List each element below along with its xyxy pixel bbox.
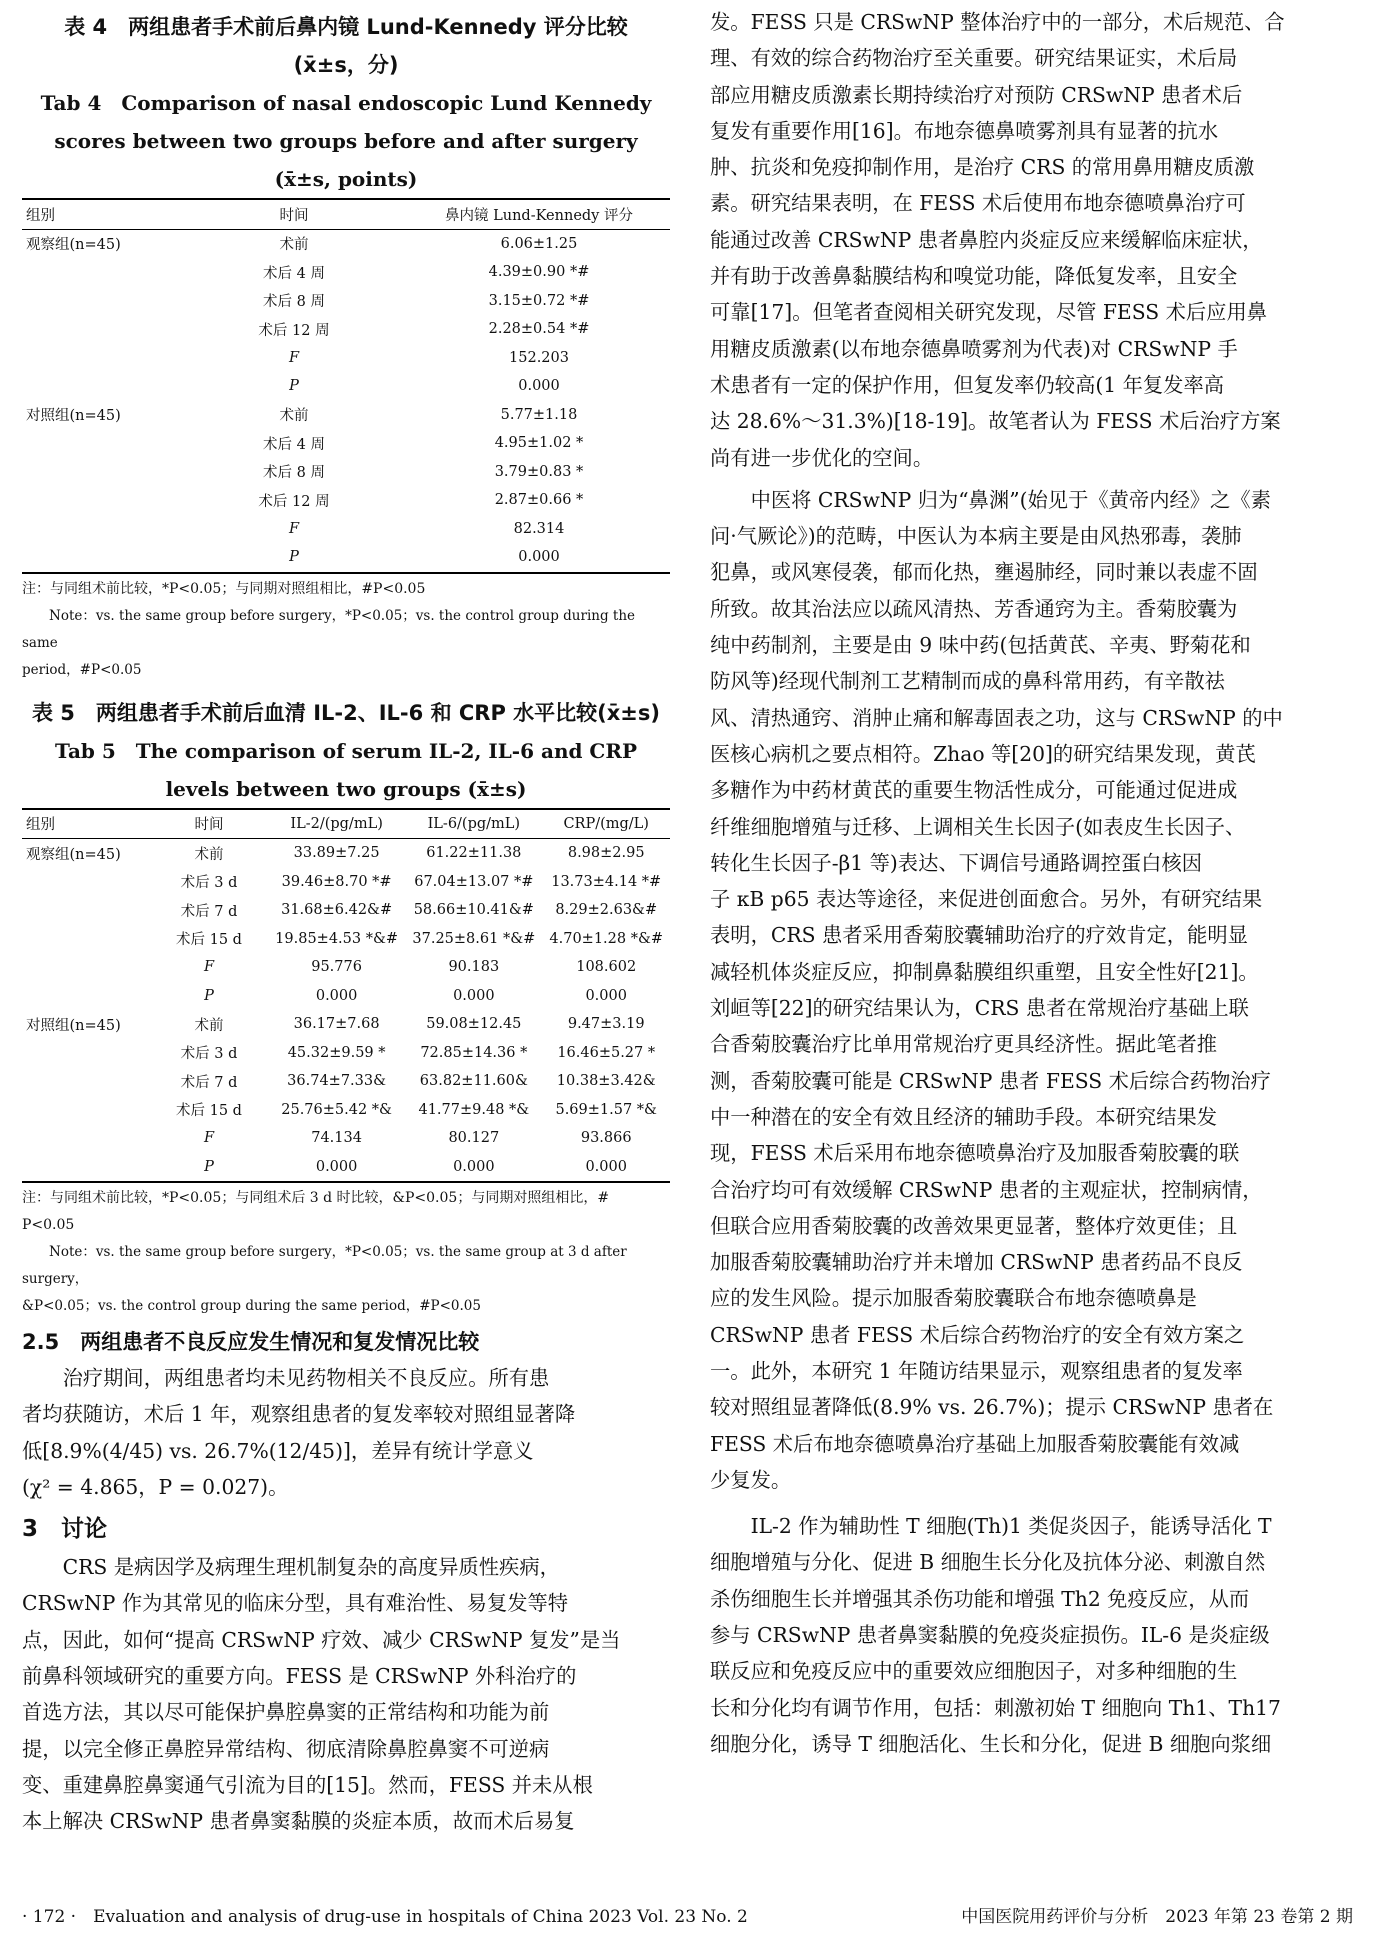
table5-row [22, 1067, 670, 1096]
table5-cell: 108.602 [576, 959, 637, 976]
table5-cell: 术前 [194, 846, 224, 863]
table5-cell [22, 1039, 150, 1068]
table4-row [22, 258, 670, 287]
text-line: 合香菊胶囊治疗比单用常规治疗更具经济性。据此笔者推 [710, 1032, 1218, 1057]
table4-cell: 术前 [279, 237, 309, 254]
section-2-5-heading: 2.5 两组患者不良反应发生情况和复发情况比较 [22, 1330, 480, 1354]
table4 [22, 198, 670, 574]
table5-cell: 10.38±3.42& [556, 1073, 656, 1090]
text-line: 转化生长因子-β1 等)表达、下调信号通路调控蛋白核因 [710, 850, 1203, 875]
table4-cell [22, 458, 180, 487]
table5-cell: 0.000 [268, 1153, 405, 1183]
table4-row [22, 429, 670, 458]
table5-row [22, 896, 670, 925]
table5-cell: 5.69±1.57 *& [555, 1101, 657, 1118]
text-line: 中一种潜在的安全有效且经济的辅助手段。本研究结果发 [710, 1104, 1218, 1129]
table5-cell: 术后 15 d [176, 932, 242, 949]
table5-cell: 36.74±7.33& [287, 1073, 387, 1090]
table4-row [22, 372, 670, 401]
table4-cell: 0.000 [518, 378, 560, 395]
table5-cell [22, 982, 150, 1011]
table5-caption-en: Tab 5 The comparison of serum IL-2, IL-6 and CRP [54, 738, 638, 763]
text-line: 测，香菊胶囊可能是 CRSwNP 患者 FESS 术后综合药物治疗 [710, 1068, 1271, 1093]
text-line: 治疗期间，两组患者均未见药物相关不良反应。所有患 [22, 1366, 550, 1390]
text-line: 点，因此，如何“提高 CRSwNP 疗效、减少 CRSwNP 复发”是当 [22, 1627, 621, 1652]
table5-header-group: 组别 [22, 809, 150, 839]
text-line: 刘峘等[22]的研究结果认为，CRS 患者在常规治疗基础上联 [710, 996, 1249, 1021]
table5-cell: 61.22±11.38 [426, 845, 522, 862]
table4-caption-zh: 表 4 两组患者手术前后鼻内镜 Lund-Kennedy 评分比较 [64, 15, 628, 39]
table4-cell: P [289, 378, 299, 395]
table5-row [22, 982, 670, 1011]
table4-cell [22, 429, 180, 458]
text-line: 能通过改善 CRSwNP 患者鼻腔内炎症反应来缓解临床症状， [710, 227, 1263, 252]
table5-note-zh: 注：与同组术前比较，*P<0.05；与同组术后 3 d 时比较，&P<0.05；与同期对照组相比，# [22, 1190, 610, 1206]
table4-cell: 3.79±0.83 * [494, 463, 584, 480]
right-paragraph-1 [710, 4, 1360, 476]
text-line: 变、重建鼻腔鼻窦通气引流为目的[15]。然而，FESS 并未从根 [22, 1772, 593, 1797]
table5-note-en-2: &P<0.05；vs. the control group during the same period，#P<0.05 [22, 1298, 481, 1314]
text-line: 问·气厥论》)的范畴，中医认为本病主要是由风热邪毒，袭肺 [710, 524, 1242, 549]
table5-header-crp: CRP/(mg/L) [542, 809, 670, 839]
table5-cell: F [203, 959, 215, 976]
right-paragraph-2 [710, 482, 1360, 1498]
table5-header-time: 时间 [150, 809, 268, 839]
table4-cell: 术后 8 周 [263, 294, 325, 311]
text-line: 但联合应用香菊胶囊的改善效果更显著，整体疗效更佳；且 [710, 1213, 1238, 1238]
table4-cell: 0.000 [408, 543, 670, 573]
table5-cell: 术后 15 d [176, 1103, 242, 1120]
table4-cell [22, 287, 180, 316]
table4-row [22, 486, 670, 515]
table4-caption-zh-unit: (x̄±s，分) [293, 53, 399, 77]
table5-cell: 0.000 [453, 987, 495, 1004]
table4-row [22, 515, 670, 544]
table5-cell: 术后 7 d [180, 1074, 238, 1091]
table4-cell [22, 344, 180, 373]
table4-header-score: 鼻内镜 Lund-Kennedy 评分 [408, 199, 670, 229]
table5-cell: 16.46±5.27 * [557, 1044, 656, 1061]
text-line: 表明，CRS 患者采用香菊胶囊辅助治疗的疗效肯定，能明显 [710, 923, 1248, 948]
table5-cell: 术后 3 d [180, 1046, 238, 1063]
table4-header-time: 时间 [180, 199, 408, 229]
table5-header-il2: IL-2/(pg/mL) [268, 809, 405, 839]
table5-cell: 93.866 [580, 1130, 632, 1147]
table4-cell: 5.77±1.18 [500, 406, 578, 423]
table5-cell: 72.85±14.36 * [420, 1044, 528, 1061]
text-line: 部应用糖皮质激素长期持续治疗对预防 CRSwNP 患者术后 [710, 82, 1243, 107]
table4-caption-en-2: scores between two groups before and after surgery [54, 129, 638, 153]
table4-cell: 术后 4 周 [263, 265, 325, 282]
table5-note-zh-2: P<0.05 [22, 1217, 75, 1233]
text-line: 素。研究结果表明，在 FESS 术后使用布地奈德喷鼻治疗可 [710, 191, 1246, 216]
table5-cell: 31.68±6.42&# [281, 902, 393, 919]
text-line: 合治疗均可有效缓解 CRSwNP 患者的主观症状，控制病情， [710, 1177, 1263, 1202]
text-line: CRS 是病因学及病理生理机制复杂的高度异质性疾病， [22, 1555, 560, 1580]
section-2-5-body [22, 1360, 670, 1505]
text-line: 前鼻科领域研究的重要方向。FESS 是 CRSwNP 外科治疗的 [22, 1664, 577, 1689]
table5-row [22, 1096, 670, 1125]
table5-cell: 45.32±9.59 * [287, 1044, 386, 1061]
table5-cell: 39.46±8.70 *# [281, 873, 392, 890]
table4-header-group: 组别 [22, 199, 180, 229]
text-line: 多糖作为中药材黄芪的重要生物活性成分，可能通过促进成 [710, 778, 1238, 803]
table4-cell [22, 515, 180, 544]
text-line: 现，FESS 术后采用布地奈德喷鼻治疗及加服香菊胶囊的联 [710, 1141, 1240, 1166]
table5-cell: 74.134 [311, 1130, 362, 1147]
table5-cell: 58.66±10.41&# [413, 902, 534, 919]
text-line: 一。此外，本研究 1 年随访结果显示，观察组患者的复发率 [710, 1358, 1243, 1383]
table4-cell: 术后 12 周 [258, 322, 330, 339]
table5-row [22, 1124, 670, 1153]
table4-row [22, 543, 670, 573]
text-line: 发。FESS 只是 CRSwNP 整体治疗中的一部分，术后规范、合 [710, 10, 1285, 34]
text-line: 纯中药制剂，主要是由 9 味中药(包括黄芪、辛夷、野菊花和 [710, 633, 1251, 658]
table5-cell: P [150, 1153, 268, 1183]
table5-cell: 术后 3 d [180, 875, 238, 892]
text-line: 达 28.6%～31.3%)[18-19]。故笔者认为 FESS 术后治疗方案 [710, 409, 1281, 434]
section-3-heading: 3 讨论 [22, 1516, 108, 1543]
table5-cell [22, 1096, 150, 1125]
text-line: 医核心病机之要点相符。Zhao 等[20]的研究结果发现，黄芪 [710, 741, 1256, 766]
table4-cell [22, 372, 180, 401]
table5-cell: 4.70±1.28 *&# [549, 930, 664, 947]
table5-cell: 67.04±13.07 *# [414, 873, 534, 890]
left-column [22, 0, 670, 1840]
text-line: 肿、抗炎和免疫抑制作用，是治疗 CRS 的常用鼻用糖皮质激 [710, 155, 1255, 180]
text-line: 可靠[17]。但笔者查阅相关研究发现，尽管 FESS 术后应用鼻 [710, 300, 1268, 325]
table4-cell: 152.203 [509, 349, 569, 366]
table4-cell: 2.87±0.66 * [494, 492, 584, 509]
text-line: 用糖皮质激素(以布地奈德鼻喷雾剂为代表)对 CRSwNP 手 [710, 336, 1238, 361]
table5-caption-en-2: levels between two groups (x̄±s) [165, 776, 527, 801]
text-line: 纤维细胞增殖与迁移、上调相关生长因子(如表皮生长因子、 [710, 814, 1246, 839]
table5-cell: 33.89±7.25 [293, 845, 380, 862]
table4-cell [22, 315, 180, 344]
table4-cell [22, 258, 180, 287]
table5-row [22, 925, 670, 954]
table5-cell: 0.000 [315, 987, 358, 1004]
text-line: 细胞分化，诱导 T 细胞活化、生长和分化，促进 B 细胞向浆细 [710, 1731, 1272, 1756]
table4-cell: P [180, 543, 408, 573]
table4-cell: 对照组(n=45) [26, 408, 121, 425]
text-line: CRSwNP 患者 FESS 术后综合药物治疗的安全有效方案之 [710, 1322, 1245, 1347]
table4-row [22, 315, 670, 344]
table5-cell: 对照组(n=45) [26, 1017, 121, 1034]
table5-cell: 0.000 [585, 987, 627, 1004]
text-line: 应的发生风险。提示加服香菊胶囊联合布地奈德喷鼻是 [710, 1286, 1197, 1311]
table4-cell [22, 543, 180, 573]
table4-caption-en: Tab 4 Comparison of nasal endoscopic Lund Kennedy [40, 91, 652, 115]
table4-cell: 4.39±0.90 *# [488, 264, 590, 281]
table4-cell: 术前 [279, 408, 309, 425]
table4-row [22, 344, 670, 373]
table5-cell: 36.17±7.68 [293, 1016, 380, 1033]
table5-cell [22, 953, 150, 982]
table4-note-en-2: period，#P<0.05 [22, 661, 142, 678]
table4-cell: 82.314 [513, 520, 565, 537]
table5-row [22, 839, 670, 868]
footer-left: · 172 · Evaluation and analysis of drug-use in hospitals of China 2023 Vol. 23 No. 2 [22, 1907, 748, 1927]
table4-cell: 术后 4 周 [263, 436, 325, 453]
text-line: 长和分化均有调节作用，包括：刺激初始 T 细胞向 Th1、Th17 [710, 1695, 1281, 1720]
table4-note-zh: 注：与同组术前比较，*P<0.05；与同期对照组相比，#P<0.05 [22, 580, 426, 597]
text-line: 犯鼻，或风寒侵袭，郁而化热，壅遏肺经，同时兼以表虚不固 [710, 560, 1258, 585]
text-line: 尚有进一步优化的空间。 [710, 445, 934, 470]
text-line: 细胞增殖与分化、促进 B 细胞生长分化及抗体分泌、刺激自然 [710, 1550, 1266, 1575]
section-3-body [22, 1549, 670, 1839]
text-line: 防风等)经现代制剂工艺精制而成的鼻科常用药，有辛散祛 [710, 669, 1225, 694]
table5-cell: 8.29±2.63&# [555, 902, 658, 919]
table4-row [22, 287, 670, 316]
table5-cell: 观察组(n=45) [26, 846, 121, 863]
table4-cell: 2.28±0.54 *# [488, 321, 590, 338]
table5-cell [22, 896, 150, 925]
text-line: IL-2 作为辅助性 T 细胞(Th)1 类促炎因子，能诱导活化 T [710, 1514, 1272, 1539]
table4-note-en: Note：vs. the same group before surgery，*P<0.05；vs. the control group during the same [22, 607, 636, 651]
text-line: 子 κB p65 表达等途径，来促进创面愈合。另外，有研究结果 [710, 887, 1263, 912]
table4-cell: 术后 8 周 [263, 465, 325, 482]
text-line: 低[8.9%(4/45) vs. 26.7%(12/45)]，差异有统计学意义 [22, 1438, 534, 1463]
table4-cell: 6.06±1.25 [500, 235, 578, 252]
table5-cell: 90.183 [448, 959, 500, 976]
text-line: 复发有重要作用[16]。布地奈德鼻喷雾剂具有显著的抗水 [710, 118, 1219, 143]
text-line: 中医将 CRSwNP 归为“鼻渊”(始见于《黄帝内经》之《素 [710, 487, 1271, 512]
table5-cell: 8.98±2.95 [567, 845, 645, 862]
text-line: 参与 CRSwNP 患者鼻窦黏膜的免疫炎症损伤。IL-6 是炎症级 [710, 1623, 1270, 1648]
table5-cell: 0.000 [405, 1153, 542, 1183]
text-line: 术患者有一定的保护作用，但复发率仍较高(1 年复发率高 [710, 372, 1225, 397]
table5 [22, 808, 670, 1184]
table5-cell: 25.76±5.42 *& [281, 1101, 392, 1118]
text-line: 联反应和免疫反应中的重要效应细胞因子，对多种细胞的生 [710, 1659, 1238, 1684]
right-paragraph-3 [710, 1508, 1360, 1762]
table5-cell: 9.47±3.19 [567, 1016, 645, 1033]
text-line: 风、清热通窍、消肿止痛和解毒固表之功，这与 CRSwNP 的中 [710, 705, 1283, 730]
table5-row [22, 1153, 670, 1183]
text-line: 加服香菊胶囊辅助治疗并未增加 CRSwNP 患者药品不良反 [710, 1250, 1243, 1275]
table5-row [22, 868, 670, 897]
table5-cell: P [204, 987, 214, 1004]
text-line: 所致。故其治法应以疏风清热、芳香通窍为主。香菊胶囊为 [710, 596, 1238, 621]
right-column [710, 0, 1360, 1762]
text-line: 提，以完全修正鼻腔异常结构、彻底清除鼻腔鼻窦不可逆病 [22, 1736, 550, 1761]
table4-cell [22, 486, 180, 515]
table5-cell: 95.776 [311, 959, 362, 976]
table4-cell: 观察组(n=45) [26, 237, 121, 254]
table5-cell: 13.73±4.14 *# [551, 873, 662, 890]
table5-cell: 术前 [194, 1017, 224, 1034]
text-line: 较对照组显著降低(8.9% vs. 26.7%)；提示 CRSwNP 患者在 [710, 1395, 1274, 1420]
text-line: 少复发。 [710, 1467, 792, 1492]
text-line: 首选方法，其以尽可能保护鼻腔鼻窦的正常结构和功能为前 [22, 1700, 550, 1725]
table5-row [22, 953, 670, 982]
text-line: CRSwNP 作为其常见的临床分型，具有难治性、易复发等特 [22, 1591, 569, 1616]
text-line: 减轻机体炎症反应，抑制鼻黏膜组织重塑，且安全性好[21]。 [710, 959, 1259, 984]
table4-row [22, 458, 670, 487]
table5-cell [22, 1067, 150, 1096]
table5-cell: 80.127 [448, 1130, 500, 1147]
table5-cell: 59.08±12.45 [426, 1016, 522, 1033]
text-line: FESS 术后布地奈德喷鼻治疗基础上加服香菊胶囊能有效减 [710, 1431, 1240, 1456]
text-line: 者均获随访，术后 1 年，观察组患者的复发率较对照组显著降 [22, 1402, 576, 1427]
table4-caption-en-3: (x̄±s, points) [274, 167, 418, 191]
table5-caption-zh: 表 5 两组患者手术前后血清 IL-2、IL-6 和 CRP 水平比较(x̄±s) [31, 700, 661, 725]
table4-cell: 4.95±1.02 * [494, 435, 584, 452]
table5-cell: 19.85±4.53 *&# [275, 930, 399, 947]
table5-cell [22, 868, 150, 897]
table4-cell: F [288, 349, 300, 366]
table4-cell: 术后 12 周 [258, 493, 330, 510]
table5-row [22, 1010, 670, 1039]
table4-cell: 3.15±0.72 *# [488, 292, 590, 309]
text-line: 本上解决 CRSwNP 患者鼻窦黏膜的炎症本质，故而术后易复 [22, 1809, 575, 1834]
table5-cell: 37.25±8.61 *&# [412, 930, 536, 947]
table5-cell: 术后 7 d [180, 903, 238, 920]
footer-right: 中国医院用药评价与分析 2023 年第 23 卷第 2 期 [961, 1907, 1353, 1927]
table4-row [22, 229, 670, 258]
table4-row [22, 401, 670, 430]
table4-cell: F [288, 520, 300, 537]
text-line: (χ² = 4.865，P = 0.027)。 [22, 1474, 289, 1499]
table5-row [22, 1039, 670, 1068]
text-line: 并有助于改善鼻黏膜结构和嗅觉功能，降低复发率，且安全 [710, 264, 1238, 289]
table5-cell: 41.77±9.48 *& [418, 1101, 530, 1118]
table5-note-en: Note：vs. the same group before surgery，*P<0.05；vs. the same group at 3 d after surgery， [22, 1244, 627, 1287]
table5-cell [22, 1153, 150, 1183]
table5-cell [22, 1124, 150, 1153]
table5-cell: 0.000 [542, 1153, 670, 1183]
table5-cell: F [203, 1130, 215, 1147]
text-line: 理、有效的综合药物治疗至关重要。研究结果证实，术后局 [710, 46, 1238, 71]
table5-header-il6: IL-6/(pg/mL) [405, 809, 542, 839]
text-line: 杀伤细胞生长并增强其杀伤功能和增强 Th2 免疫反应，从而 [710, 1586, 1250, 1611]
table5-cell [22, 925, 150, 954]
table5-cell: 63.82±11.60& [419, 1073, 528, 1090]
